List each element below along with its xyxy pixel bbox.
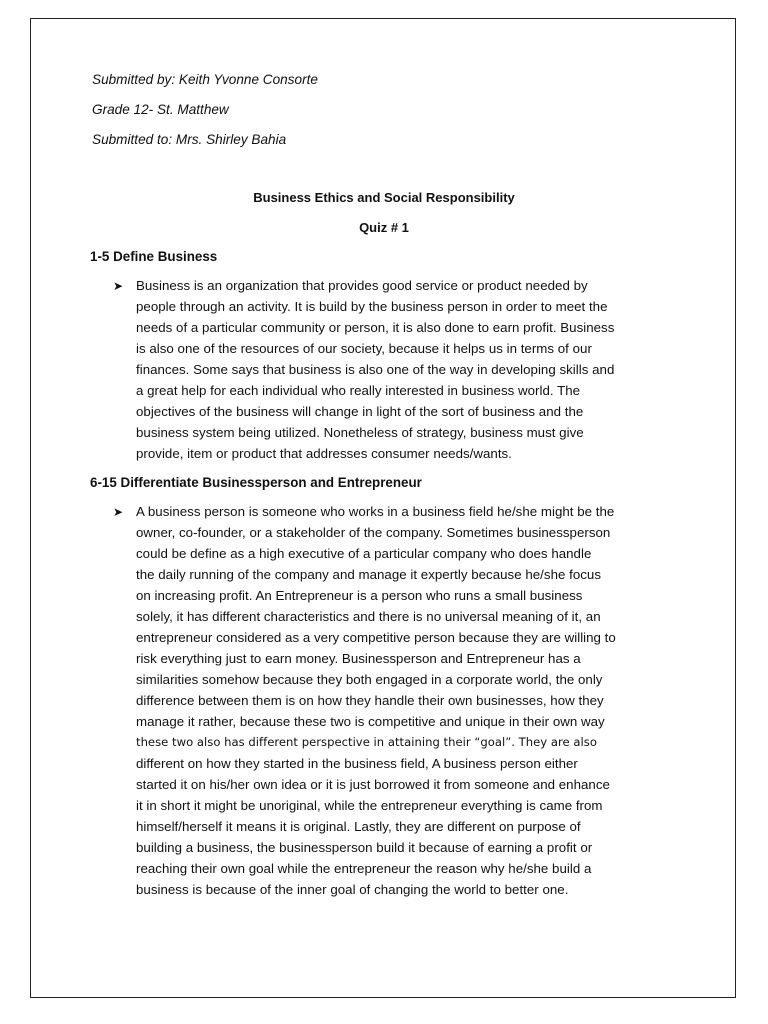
text-line: reaching their own goal while the entrepreneur the reason why he/she build a (136, 861, 592, 876)
grade-section: Grade 12- St. Matthew (92, 102, 229, 117)
text-line: needs of a particular community or person, it is also done to earn profit. Business (136, 320, 615, 335)
text-line: owner, co-founder, or a stakeholder of the company. Sometimes businessperson (136, 525, 611, 540)
text-line: Business is an organization that provides good service or product needed by (136, 278, 588, 293)
text-line: people through an activity. It is build by the business person in order to meet the (136, 299, 608, 314)
text-line: himself/herself it means it is original. Lastly, they are different on purpose of (136, 819, 581, 834)
section-body-define-business (136, 275, 696, 464)
document-title: Business Ethics and Social Responsibility (253, 190, 515, 205)
text-line: manage it rather, because these two is competitive and unique in their own way (136, 714, 605, 729)
text-line: solely, it has different characteristics and there is no universal meaning of it, an (136, 609, 601, 624)
text-line: on increasing profit. An Entrepreneur is a person who runs a small business (136, 588, 583, 603)
text-line: A business person is someone who works in a business field he/she might be the (136, 504, 615, 519)
text-line: the daily running of the company and manage it expertly because he/she focus (136, 567, 601, 582)
text-line: business is because of the inner goal of changing the world to better one. (136, 882, 569, 897)
text-line: these two also has different perspective in attaining their “goal”. They are also (136, 735, 597, 749)
text-line: finances. Some says that business is also one of the way in developing skills and (136, 362, 615, 377)
submitted-by: Submitted by: Keith Yvonne Consorte (92, 72, 318, 87)
text-line: is also one of the resources of our society, because it helps us in terms of our (136, 341, 592, 356)
quiz-number: Quiz # 1 (359, 220, 409, 235)
text-line: entrepreneur considered as a very competitive person because they are willing to (136, 630, 616, 645)
arrow-bullet-icon: ➤ (113, 279, 124, 293)
document-page (30, 18, 736, 998)
text-line: a great help for each individual who really interested in business world. The (136, 383, 581, 398)
text-line: risk everything just to earn money. Businessperson and Entrepreneur has a (136, 651, 581, 666)
text-line: could be define as a high executive of a particular company who does handle (136, 546, 592, 561)
text-line: objectives of the business will change in light of the sort of business and the (136, 404, 584, 419)
submitted-to: Submitted to: Mrs. Shirley Bahia (92, 132, 287, 147)
text-line: provide, item or product that addresses consumer needs/wants. (136, 446, 512, 461)
text-line: difference between them is on how they handle their own businesses, how they (136, 693, 604, 708)
section-heading-define-business: 1-5 Define Business (90, 249, 218, 264)
text-line: different on how they started in the business field, A business person either (136, 756, 578, 771)
text-line: business system being utilized. Nonetheless of strategy, business must give (136, 425, 584, 440)
section-body-differentiate (136, 501, 696, 900)
section-heading-differentiate: 6-15 Differentiate Businessperson and Entrepreneur (90, 475, 422, 490)
text-line: building a business, the businessperson build it because of earning a profit or (136, 840, 593, 855)
text-line: similarities somehow because they both engaged in a corporate world, the only (136, 672, 603, 687)
text-line: it in short it might be unoriginal, while the entrepreneur everything is came from (136, 798, 603, 813)
arrow-bullet-icon: ➤ (113, 505, 124, 519)
text-line: started it on his/her own idea or it is just borrowed it from someone and enhance (136, 777, 610, 792)
